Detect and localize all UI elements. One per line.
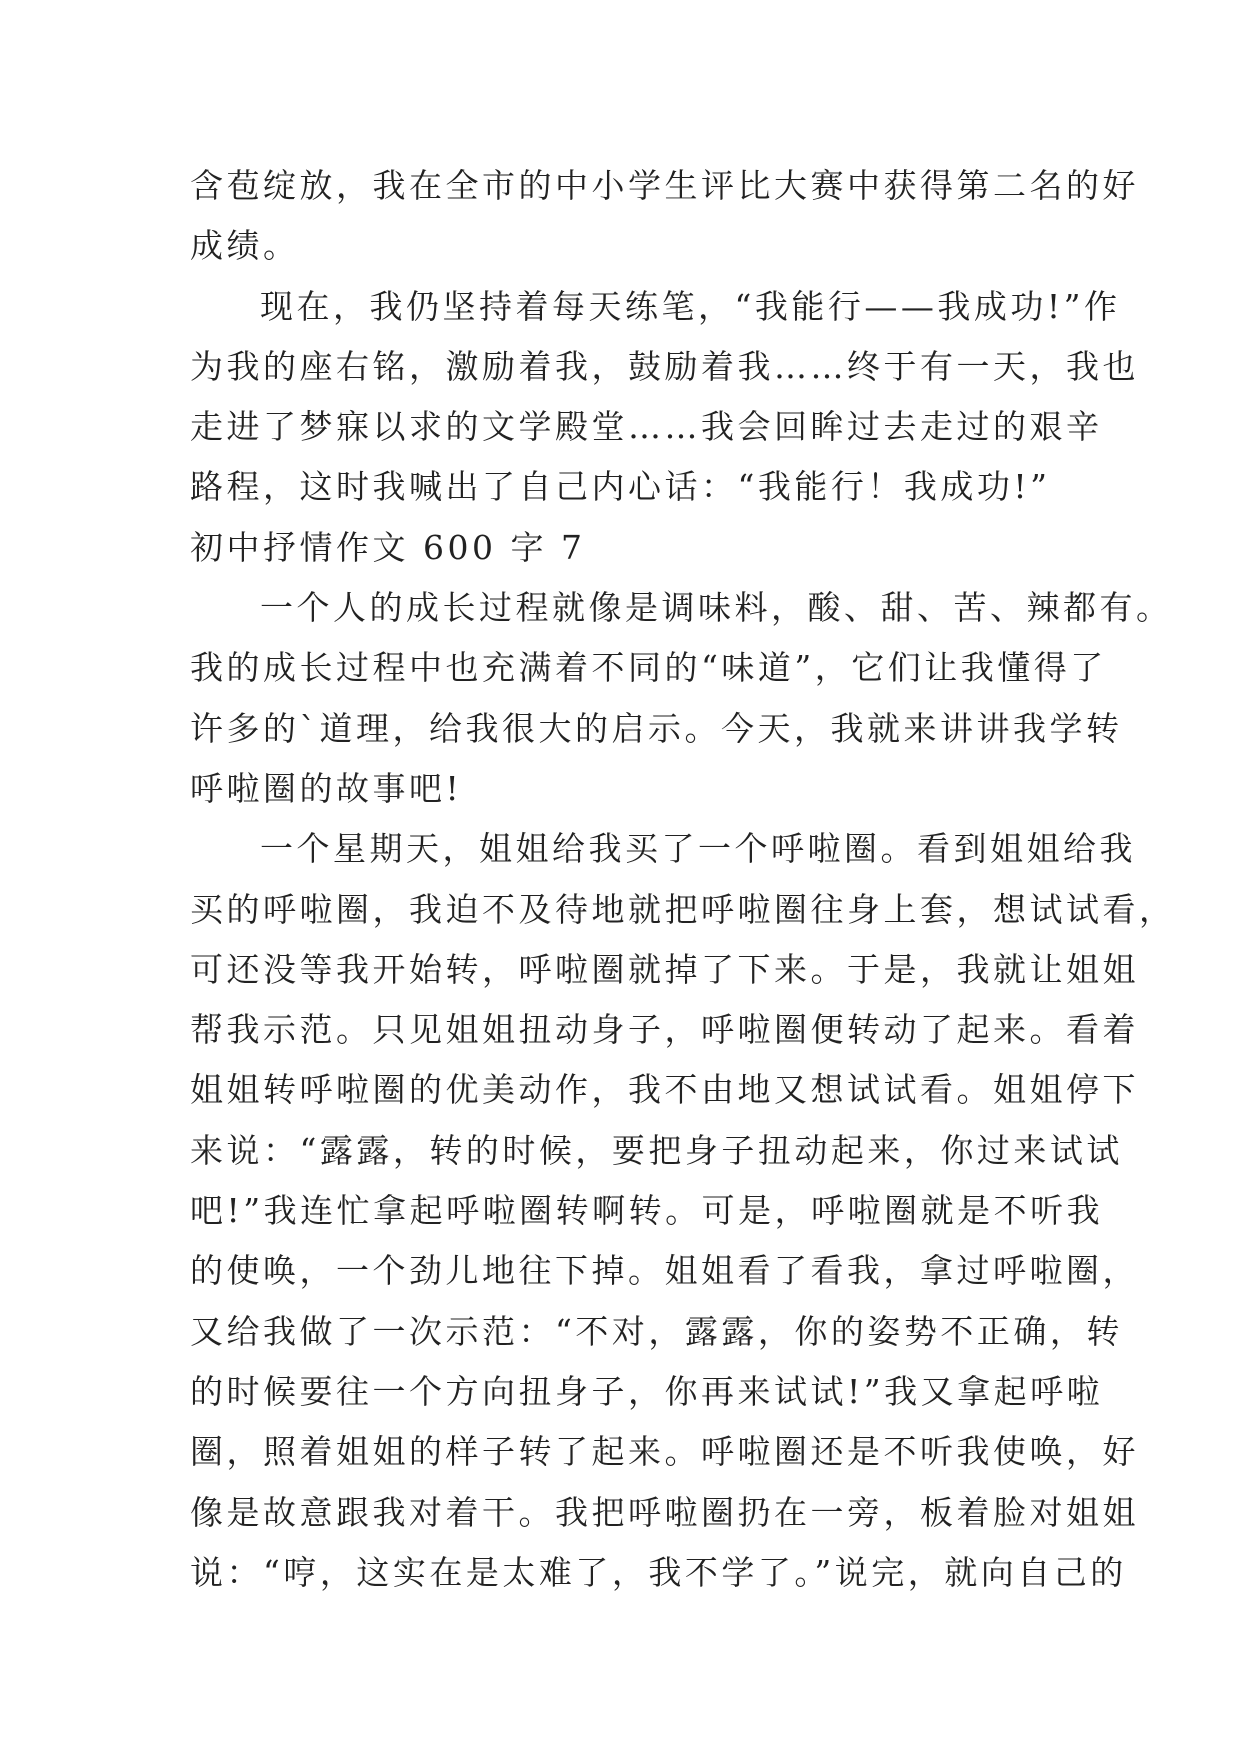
body-line: 路程，这时我喊出了自己内心话：“我能行！我成功!” [190, 467, 1051, 507]
body-line: 来说：“露露，转的时候，要把身子扭动起来，你过来试试 [190, 1130, 1123, 1170]
body-line: 又给我做了一次示范：“不对，露露，你的姿势不正确，转 [190, 1311, 1123, 1351]
body-line: 买的呼啦圈，我迫不及待地就把呼啦圈往身上套，想试试看， [190, 889, 1176, 929]
body-line: 的时候要往一个方向扭身子，你再来试试!”我又拿起呼啦 [190, 1371, 1104, 1411]
body-line: 呼啦圈的故事吧! [190, 768, 463, 808]
body-line: 可还没等我开始转，呼啦圈就掉了下来。于是，我就让姐姐 [190, 949, 1139, 989]
body-line: 圈，照着姐姐的样子转了起来。呼啦圈还是不听我使唤，好 [190, 1432, 1139, 1472]
body-line: 成绩。 [190, 226, 300, 266]
body-line: 吧!”我连忙拿起呼啦圈转啊转。可是，呼啦圈就是不听我 [190, 1191, 1104, 1231]
body-line: 走进了梦寐以求的文学殿堂……我会回眸过去走过的艰辛 [190, 407, 1103, 447]
paragraph-start-line: 现在，我仍坚持着每天练笔，“我能行——我成功!”作 [260, 286, 1121, 326]
body-line: 我的成长过程中也充满着不同的“味道”，它们让我懂得了 [190, 648, 1107, 688]
body-line: 帮我示范。只见姐姐扭动身子，呼啦圈便转动了起来。看着 [190, 1010, 1139, 1050]
body-line: 说：“哼，这实在是太难了，我不学了。”说完，就向自己的 [190, 1552, 1127, 1592]
paragraph-start-line: 一个星期天，姐姐给我买了一个呼啦圈。看到姐姐给我 [260, 829, 1136, 869]
body-line: 姐姐转呼啦圈的优美动作，我不由地又想试试看。姐姐停下 [190, 1070, 1139, 1110]
body-line: 为我的座右铭，激励着我，鼓励着我……终于有一天，我也 [190, 346, 1139, 386]
body-line: 许多的`道理，给我很大的启示。今天，我就来讲讲我学转 [190, 708, 1123, 748]
paragraph-start-line: 一个人的成长过程就像是调味料，酸、甜、苦、辣都有。 [260, 588, 1173, 628]
body-line: 的使唤，一个劲儿地往下掉。姐姐看了看我，拿过呼啦圈， [190, 1251, 1139, 1291]
body-line: 含苞绽放，我在全市的中小学生评比大赛中获得第二名的好 [190, 166, 1139, 205]
section-heading: 初中抒情作文 600 字 7 [190, 527, 586, 567]
document-body [190, 156, 1176, 1603]
body-line: 像是故意跟我对着干。我把呼啦圈扔在一旁，板着脸对姐姐 [190, 1492, 1139, 1532]
